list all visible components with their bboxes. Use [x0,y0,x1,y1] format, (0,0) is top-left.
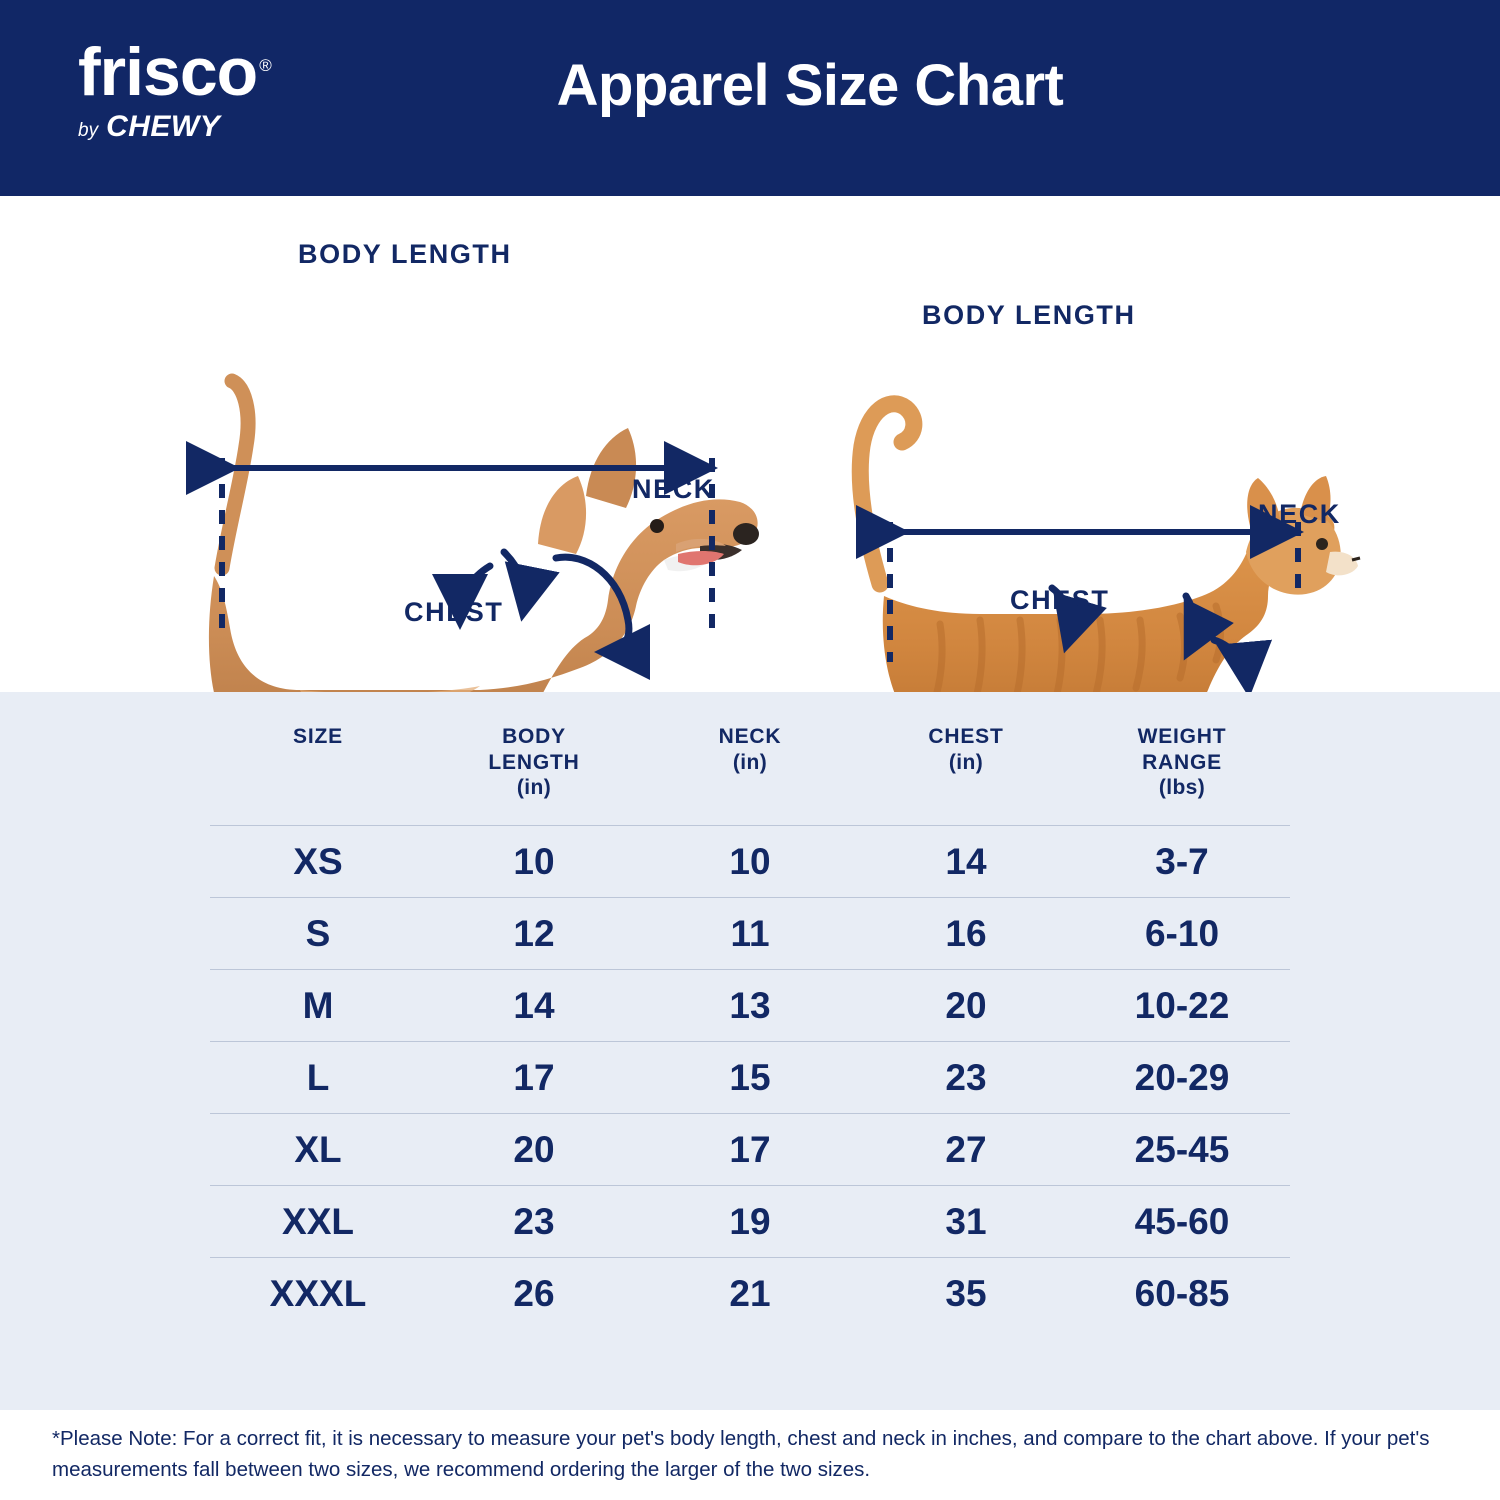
cell-weight: 10-22 [1134,984,1230,1026]
table-row [210,969,1290,1041]
cell-neck: 19 [729,1200,771,1242]
cell-body-length: 12 [513,912,555,954]
column-header-neck: NECK (in) [718,725,782,774]
cell-neck: 17 [729,1128,771,1170]
registered-mark-icon: ® [259,56,271,76]
size-table-area [0,692,1500,1410]
column-header-chest: CHEST (in) [928,725,1004,774]
illustration-svg [0,196,1500,692]
cell-body-length: 20 [513,1128,555,1170]
table-row [210,1113,1290,1185]
column-header-weight-range: WEIGHT RANGE (lbs) [1137,725,1227,800]
cell-chest: 14 [945,840,987,882]
cell-neck: 15 [729,1056,771,1098]
dog-chest-label: CHEST [404,597,504,627]
dog-illustration [209,381,759,692]
cell-size: XS [293,840,343,882]
cell-size: XXL [282,1200,354,1242]
table-row [210,1185,1290,1257]
cell-neck: 11 [730,912,770,954]
column-header-body-length: BODY LENGTH (in) [488,725,580,800]
cell-size: L [306,1056,330,1098]
dog-neck-label: NECK [632,474,715,504]
cell-body-length: 23 [513,1200,555,1242]
logo-by-text: by [78,120,99,141]
cell-neck: 10 [729,840,771,882]
table-row [210,897,1290,969]
cell-neck: 21 [729,1272,771,1314]
cell-neck: 13 [729,984,771,1026]
cell-weight: 45-60 [1134,1200,1230,1242]
cat-illustration [860,404,1360,692]
cell-size: S [305,912,331,954]
cell-size: XL [294,1128,342,1170]
table-row [210,825,1290,897]
cell-body-length: 10 [513,840,555,882]
cell-chest: 23 [945,1056,987,1098]
column-header-size: SIZE [293,725,343,748]
size-table-head [210,692,1290,825]
cell-weight: 25-45 [1134,1128,1230,1170]
size-table-body [210,825,1290,1329]
cell-size: XXXL [269,1272,367,1314]
table-row [210,1257,1290,1329]
logo-wordmark-text: frisco [78,34,258,110]
cat-body-length-label: BODY LENGTH [922,300,1136,330]
table-header-row [210,692,1290,825]
cell-chest: 31 [945,1200,987,1242]
cell-chest: 20 [945,984,987,1026]
cell-size: M [302,984,334,1026]
footnote: *Please Note: For a correct fit, it is necessary to measure your pet's body length, chest and neck in inches, and compare to the chart above. If your pet's measurements fall between two sizes, we recommend ordering the larger of the two sizes. [0,1410,1500,1500]
cat-chest-label: CHEST [1010,585,1110,615]
cell-chest: 16 [945,912,987,954]
cell-body-length: 17 [513,1056,555,1098]
page-header [0,0,1500,196]
cat-neck-label: NECK [1258,499,1341,529]
cell-body-length: 26 [513,1272,555,1314]
cell-weight: 60-85 [1134,1272,1230,1314]
size-table [210,692,1290,1329]
cell-weight: 6-10 [1144,912,1220,954]
dog-body-length-label: BODY LENGTH [298,239,512,269]
cell-weight: 3-7 [1155,840,1209,882]
cell-chest: 27 [945,1128,987,1170]
page-title: Apparel Size Chart [556,53,1064,118]
cell-chest: 35 [945,1272,987,1314]
cell-weight: 20-29 [1134,1056,1230,1098]
cell-body-length: 14 [513,984,555,1026]
table-row [210,1041,1290,1113]
logo-chewy-text: CHEWY [106,110,221,143]
measurement-illustrations [0,196,1500,692]
